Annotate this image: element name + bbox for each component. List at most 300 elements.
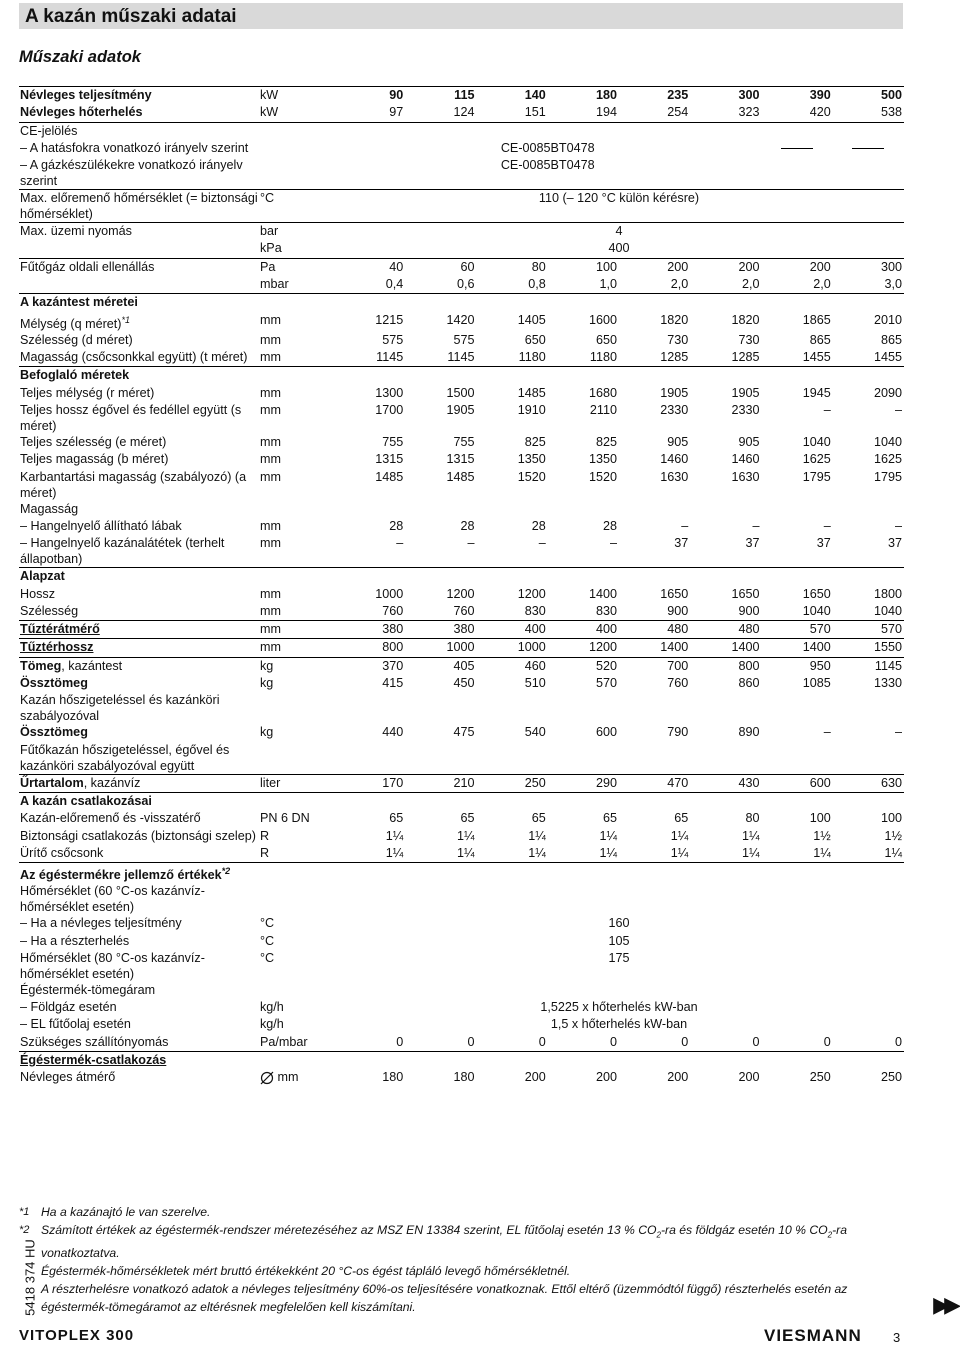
value-cell: 1865 xyxy=(802,312,831,327)
value-cell: 180 xyxy=(453,1070,475,1085)
brand-logo: VIESMANN xyxy=(764,1326,862,1345)
value-cell: 1795 xyxy=(873,469,902,484)
dash-cell xyxy=(762,140,833,157)
value-cell: 1000 xyxy=(477,639,548,657)
value-cell: 1¼ xyxy=(456,828,475,843)
row-label: – Földgáz esetén xyxy=(20,1000,117,1015)
value-cell: 1180 xyxy=(589,350,617,365)
diameter-icon xyxy=(260,1071,274,1085)
value-cell: 1¼ xyxy=(385,845,404,860)
value-cell: 790 xyxy=(667,725,689,740)
value-cell: 1040 xyxy=(873,435,902,450)
value-cell: 0 xyxy=(467,1034,475,1049)
value-cell: 254 xyxy=(667,105,689,120)
value-cell: 200 xyxy=(595,1070,617,1085)
row-label: Karbantartási magasság (szabályozó) (a méret) xyxy=(20,469,247,500)
value-cell: 1¼ xyxy=(741,845,760,860)
row-label: A kazán csatlakozásai xyxy=(19,792,259,810)
table-row xyxy=(19,1016,904,1033)
value-cell: 905 xyxy=(738,435,760,450)
row-unit xyxy=(259,863,334,884)
value-cell: 400 xyxy=(548,621,619,639)
value-cell: 200 xyxy=(690,258,761,276)
value-cell: 1¼ xyxy=(813,845,831,860)
value-cell: 1000 xyxy=(375,586,404,601)
row-label: – Hangelnyelő kazánalátétek (terhelt állapotban) xyxy=(20,536,225,567)
value-cell: – xyxy=(894,403,902,418)
row-unit: °C xyxy=(260,950,275,965)
value-cell: 900 xyxy=(667,603,689,618)
row-label: Égéstermék-tömegáram xyxy=(20,982,156,997)
value-cell: 200 xyxy=(524,1070,546,1085)
value-cell: 865 xyxy=(880,332,902,347)
value-cell: 210 xyxy=(405,774,476,792)
value-cell: 300 xyxy=(690,87,761,105)
spanned-value: CE-0085BT0478 xyxy=(500,140,595,155)
table-row xyxy=(19,950,904,982)
value-cell: 250 xyxy=(880,1070,902,1085)
table-row xyxy=(19,603,904,621)
value-cell: 180 xyxy=(382,1070,404,1085)
table-row xyxy=(19,883,904,915)
row-unit xyxy=(259,568,334,586)
row-label: Hőmérséklet (80 °C-os kazánvíz-hőmérséklet esetén) xyxy=(20,950,205,981)
value-cell: 200 xyxy=(738,1070,760,1085)
row-label: Ürítő csőcsonk xyxy=(20,845,104,860)
value-cell: 1285 xyxy=(731,350,760,365)
row-unit xyxy=(259,692,334,724)
value-cell: 290 xyxy=(548,774,619,792)
empty-cell xyxy=(833,157,904,190)
row-label: Mélység (q méret)$^{*1}$ xyxy=(20,314,130,331)
value-cell: 1945 xyxy=(802,385,831,400)
value-cell: 1145 xyxy=(376,350,404,365)
row-label: Teljes mélység (r méret) xyxy=(20,385,155,400)
empty-cell xyxy=(334,568,904,586)
row-unit: bar xyxy=(259,223,334,241)
empty-cell xyxy=(334,692,904,724)
value-cell: 194 xyxy=(595,105,617,120)
value-cell: 1040 xyxy=(802,435,831,450)
value-cell: 1795 xyxy=(802,469,831,484)
row-label: – Hangelnyelő állítható lábak xyxy=(20,518,182,533)
value-cell: 575 xyxy=(453,332,475,347)
row-unit: kPa xyxy=(260,241,282,256)
row-label: Fűtőgáz oldali ellenállás xyxy=(19,258,259,276)
value-cell: 1485 xyxy=(517,385,546,400)
value-cell: 1330 xyxy=(873,676,902,691)
value-cell: 430 xyxy=(690,774,761,792)
value-cell: 630 xyxy=(833,774,904,792)
section-subtitle: Műszaki adatok xyxy=(19,48,141,66)
value-cell: 1625 xyxy=(873,452,902,467)
table-row xyxy=(19,276,904,294)
value-cell: – xyxy=(396,536,404,551)
value-cell: 3,0 xyxy=(884,277,902,292)
value-cell: 28 xyxy=(531,518,546,533)
row-unit: PN 6 DN xyxy=(260,811,310,826)
row-unit xyxy=(259,367,334,385)
spanned-value: 105 xyxy=(608,933,630,948)
value-cell: 905 xyxy=(667,435,689,450)
value-cell: 730 xyxy=(738,332,760,347)
value-cell: 1¼ xyxy=(528,828,546,843)
row-label: Magasság (csőcsonkkal együtt) (t méret) xyxy=(20,350,248,365)
value-cell: – xyxy=(467,536,475,551)
row-unit: kW xyxy=(259,87,334,105)
value-cell: – xyxy=(752,518,760,533)
row-label: Max. üzemi nyomás xyxy=(19,223,259,241)
value-cell: 575 xyxy=(382,332,404,347)
table-row xyxy=(19,223,904,241)
value-cell: – xyxy=(538,536,546,551)
value-cell: 510 xyxy=(524,676,546,691)
row-label: Tömeg, kazántest xyxy=(19,657,259,675)
value-cell: – xyxy=(823,518,831,533)
table-row xyxy=(19,122,904,140)
page-number: 3 xyxy=(893,1330,901,1345)
table-row xyxy=(19,639,904,657)
empty-cell xyxy=(334,742,904,775)
value-cell: 860 xyxy=(738,676,760,691)
row-unit xyxy=(259,1052,334,1070)
row-label: Magasság xyxy=(20,501,79,516)
row-unit: kg/h xyxy=(260,1000,284,1015)
table-row xyxy=(19,915,904,932)
value-cell: 1400 xyxy=(762,639,833,657)
row-label: Kazán-előremenő és -visszatérő xyxy=(20,811,201,826)
value-cell: 600 xyxy=(762,774,833,792)
value-cell: 1405 xyxy=(517,312,546,327)
value-cell: 300 xyxy=(833,258,904,276)
value-cell: 1820 xyxy=(660,312,689,327)
row-unit: Pa/mbar xyxy=(260,1034,308,1049)
value-cell: – xyxy=(681,518,689,533)
row-unit xyxy=(259,742,334,775)
row-label: Szélesség xyxy=(20,603,79,618)
value-cell: 37 xyxy=(674,536,689,551)
value-cell: 28 xyxy=(460,518,475,533)
value-cell: 800 xyxy=(334,639,405,657)
row-label: Tűztérátmérő xyxy=(19,621,259,639)
row-label: Kazán hőszigeteléssel és kazánköri szabályozóval xyxy=(20,693,220,724)
value-cell: 420 xyxy=(809,105,831,120)
table-row xyxy=(19,332,904,349)
table-row xyxy=(19,104,904,122)
value-cell: 65 xyxy=(674,811,689,826)
row-label xyxy=(19,240,259,258)
value-cell: 37 xyxy=(745,536,760,551)
table-row xyxy=(19,792,904,810)
value-cell: 1600 xyxy=(588,312,617,327)
value-cell: 570 xyxy=(762,621,833,639)
value-cell: 650 xyxy=(524,332,546,347)
spanned-value: 160 xyxy=(608,916,630,931)
value-cell: 1000 xyxy=(405,639,476,657)
value-cell: 538 xyxy=(880,105,902,120)
value-cell: 1¼ xyxy=(670,845,689,860)
value-cell: 755 xyxy=(453,435,475,450)
value-cell: 1200 xyxy=(548,639,619,657)
row-label: CE-jelölés xyxy=(19,122,259,140)
label-bold: Tömeg xyxy=(20,658,62,673)
value-cell: 100 xyxy=(880,811,902,826)
spec-table xyxy=(19,86,904,1087)
value-cell: – xyxy=(894,725,902,740)
value-cell: 1¼ xyxy=(385,828,404,843)
table-row xyxy=(19,1069,904,1086)
spanned-value: 110 (– 120 °C külön kérésre) xyxy=(334,190,904,223)
table-row xyxy=(19,87,904,105)
value-cell: 1905 xyxy=(731,385,760,400)
value-cell: 1820 xyxy=(731,312,760,327)
row-label: – EL fűtőolaj esetén xyxy=(20,1017,131,1032)
value-cell: 1680 xyxy=(588,385,617,400)
value-cell: 1¼ xyxy=(599,828,617,843)
row-label: – Ha a részterhelés xyxy=(20,933,130,948)
value-cell: 440 xyxy=(382,725,404,740)
value-cell: 540 xyxy=(524,725,546,740)
value-cell: 760 xyxy=(453,603,475,618)
value-cell: 1040 xyxy=(873,603,902,618)
table-row xyxy=(19,586,904,603)
row-label: Fűtőkazán hőszigeteléssel, égővel és kazánköri szabályozóval együtt xyxy=(20,742,230,773)
value-cell: 1¼ xyxy=(741,828,760,843)
value-cell: 0,8 xyxy=(528,277,546,292)
value-cell: 97 xyxy=(389,105,404,120)
value-cell: 470 xyxy=(619,774,690,792)
row-label: Névleges átmérő xyxy=(20,1070,116,1085)
row-label: Névleges teljesítmény xyxy=(19,87,259,105)
empty-cell xyxy=(334,122,904,140)
value-cell: 0 xyxy=(396,1034,404,1049)
value-cell: 1630 xyxy=(660,469,689,484)
title-bar xyxy=(19,3,903,29)
value-cell: 570 xyxy=(833,621,904,639)
value-cell: 1485 xyxy=(446,469,475,484)
value-cell: 500 xyxy=(833,87,904,105)
table-row xyxy=(19,1034,904,1052)
row-label: Befoglaló méretek xyxy=(19,367,259,385)
table-row xyxy=(19,434,904,451)
value-cell: 600 xyxy=(595,725,617,740)
row-label: Égéstermék-csatlakozás xyxy=(19,1052,259,1070)
footnote xyxy=(19,1203,904,1221)
value-cell: 1520 xyxy=(588,469,617,484)
empty-cell xyxy=(762,157,833,190)
table-row xyxy=(19,518,904,535)
row-label: – Ha a névleges teljesítmény xyxy=(20,916,182,931)
value-cell: 480 xyxy=(690,621,761,639)
value-cell: 1¼ xyxy=(670,828,689,843)
table-row xyxy=(19,621,904,639)
value-cell: 1500 xyxy=(446,385,475,400)
value-cell: 90 xyxy=(334,87,405,105)
value-cell: 0 xyxy=(681,1034,689,1049)
row-label: Hőmérséklet (60 °C-os kazánvíz-hőmérséklet esetén) xyxy=(20,884,205,915)
footnotes xyxy=(19,1203,904,1316)
value-cell: 760 xyxy=(667,676,689,691)
footnote-text: Ha a kazánajtó le van szerelve. xyxy=(41,1205,211,1219)
value-cell: 124 xyxy=(453,105,475,120)
value-cell: 200 xyxy=(762,258,833,276)
row-unit: kg xyxy=(260,676,274,691)
value-cell: 730 xyxy=(667,332,689,347)
label-bold: Űrtartalom xyxy=(20,775,84,790)
value-cell: 1650 xyxy=(660,586,689,601)
value-cell: 1700 xyxy=(375,403,404,418)
footnote-text: A részterhelésre vonatkozó adatok a névleges teljesítmény 60%-os teljesítésére vonatkoznak. Ettől eltérő (üzemmódtól függő) részterhelés esetén az égéstermék-tömegáramot az eltérésnek megfelelően kell kiszámítani. xyxy=(41,1282,848,1315)
table-row xyxy=(19,568,904,586)
table-row xyxy=(19,828,904,845)
double-arrow-right-icon: ▶▶ xyxy=(933,1292,955,1317)
table-row xyxy=(19,1052,904,1070)
value-cell: 1¼ xyxy=(884,845,902,860)
row-label: Tűztérhossz xyxy=(19,639,259,657)
footnote xyxy=(19,1280,904,1316)
value-cell: 760 xyxy=(382,603,404,618)
row-label: Alapzat xyxy=(19,568,259,586)
value-cell: 520 xyxy=(548,657,619,675)
spanned-value: 1,5225 x hőterhelés kW-ban xyxy=(540,1000,698,1015)
table-row xyxy=(19,933,904,950)
row-unit: R xyxy=(260,845,270,860)
value-cell: 80 xyxy=(745,811,760,826)
value-cell: 2,0 xyxy=(813,277,831,292)
value-cell: 2330 xyxy=(731,403,760,418)
table-row xyxy=(19,999,904,1016)
row-label: Teljes magasság (b méret) xyxy=(20,452,169,467)
empty-cell xyxy=(334,294,904,312)
value-cell: 115 xyxy=(405,87,476,105)
value-cell: – xyxy=(823,403,831,418)
value-cell: 900 xyxy=(738,603,760,618)
empty-cell xyxy=(334,501,904,518)
row-label: – A gázkészülékekre vonatkozó irányelv szerint xyxy=(20,158,243,189)
value-cell: 200 xyxy=(667,1070,689,1085)
value-cell: 1½ xyxy=(813,828,831,843)
row-unit xyxy=(259,122,334,140)
value-cell: 1315 xyxy=(375,452,404,467)
value-cell: 1300 xyxy=(375,385,404,400)
value-cell: 405 xyxy=(405,657,476,675)
row-unit: kg xyxy=(259,657,334,675)
value-cell: 825 xyxy=(524,435,546,450)
value-cell: 830 xyxy=(595,603,617,618)
value-cell: 700 xyxy=(619,657,690,675)
value-cell: 380 xyxy=(405,621,476,639)
table-row xyxy=(19,312,904,332)
table-row xyxy=(19,982,904,999)
row-label: Össztömeg xyxy=(20,676,88,691)
row-label: Szükséges szállítónyomás xyxy=(20,1034,169,1049)
value-cell: 1350 xyxy=(588,452,617,467)
row-unit: mm xyxy=(259,621,334,639)
value-cell: 2330 xyxy=(660,403,689,418)
value-cell: 1215 xyxy=(375,312,404,327)
value-cell: 80 xyxy=(477,258,548,276)
value-cell: 0,6 xyxy=(456,277,475,292)
footnote-text: Égéstermék-hőmérsékletek mért bruttó értékekként 20 °C-os égést tápláló levegő hőmérsékletnél. xyxy=(41,1264,571,1279)
row-unit: mm xyxy=(260,536,281,551)
product-name: VITOPLEX 300 xyxy=(19,1327,135,1344)
spanned-value: CE-0085BT0478 xyxy=(500,158,595,173)
value-cell: 65 xyxy=(531,811,546,826)
value-cell: 390 xyxy=(762,87,833,105)
value-cell: 140 xyxy=(477,87,548,105)
table-row xyxy=(19,724,904,741)
footnote xyxy=(19,1262,904,1280)
row-unit xyxy=(259,140,334,157)
value-cell: 1420 xyxy=(446,312,475,327)
value-cell: 2010 xyxy=(873,312,902,327)
row-unit: mm xyxy=(260,312,281,327)
value-cell: – xyxy=(609,536,617,551)
value-cell: 1910 xyxy=(517,403,546,418)
table-row xyxy=(19,258,904,276)
row-label: Össztömeg xyxy=(20,725,88,740)
table-row xyxy=(19,810,904,827)
value-cell: 370 xyxy=(334,657,405,675)
value-cell: 100 xyxy=(809,811,831,826)
row-label: Szélesség (d méret) xyxy=(20,332,133,347)
row-label: Űrtartalom, kazánvíz xyxy=(19,774,259,792)
value-cell: 1200 xyxy=(446,586,475,601)
row-unit xyxy=(259,294,334,312)
empty-cell xyxy=(334,367,904,385)
value-cell: 60 xyxy=(405,258,476,276)
value-cell: 1650 xyxy=(802,586,831,601)
value-cell: – xyxy=(823,725,831,740)
spanned-value: 400 xyxy=(608,241,630,256)
footnote xyxy=(19,1221,904,1262)
value-cell: 1650 xyxy=(731,586,760,601)
empty-cell xyxy=(334,863,904,884)
table-row xyxy=(19,863,904,884)
value-cell: 865 xyxy=(809,332,831,347)
page-title: A kazán műszaki adatai xyxy=(25,6,237,27)
table-row xyxy=(19,367,904,385)
value-cell: 1145 xyxy=(447,350,475,365)
row-unit xyxy=(259,982,334,999)
value-cell: 0 xyxy=(823,1034,831,1049)
dash-cell xyxy=(833,140,904,157)
value-cell: 28 xyxy=(602,518,617,533)
value-cell: 1400 xyxy=(588,586,617,601)
table-row xyxy=(19,294,904,312)
value-cell: 1¼ xyxy=(599,845,617,860)
value-cell: 1905 xyxy=(446,403,475,418)
row-unit: mm xyxy=(260,469,281,484)
table-row xyxy=(19,469,904,501)
row-unit: °C xyxy=(260,916,275,931)
value-cell: 1½ xyxy=(884,828,902,843)
value-cell: 2110 xyxy=(589,403,617,418)
value-cell: 1180 xyxy=(518,350,546,365)
footnote-text: Számított értékek az égéstermék-rendszer méretezéséhez az MSZ EN 13384 szerint, EL fűtőolaj esetén 13 % $CO_2-ra$ és földgáz esetén 10 % $CO_2-ra$ vonatkoztatva. xyxy=(41,1223,848,1261)
value-cell: 1145 xyxy=(833,657,904,675)
row-unit: Pa xyxy=(259,258,334,276)
row-unit: mm xyxy=(260,586,281,601)
document-code: 5418 374 HU xyxy=(22,1239,38,1316)
row-label: Hossz xyxy=(20,586,55,601)
table-row xyxy=(19,692,904,724)
row-label: Teljes szélesség (e méret) xyxy=(20,435,167,450)
row-unit: mm xyxy=(260,435,281,450)
row-label: Az égéstermékre jellemző értékek$^{*2}$ xyxy=(19,863,259,884)
value-cell: 65 xyxy=(460,811,475,826)
value-cell: 0 xyxy=(538,1034,546,1049)
